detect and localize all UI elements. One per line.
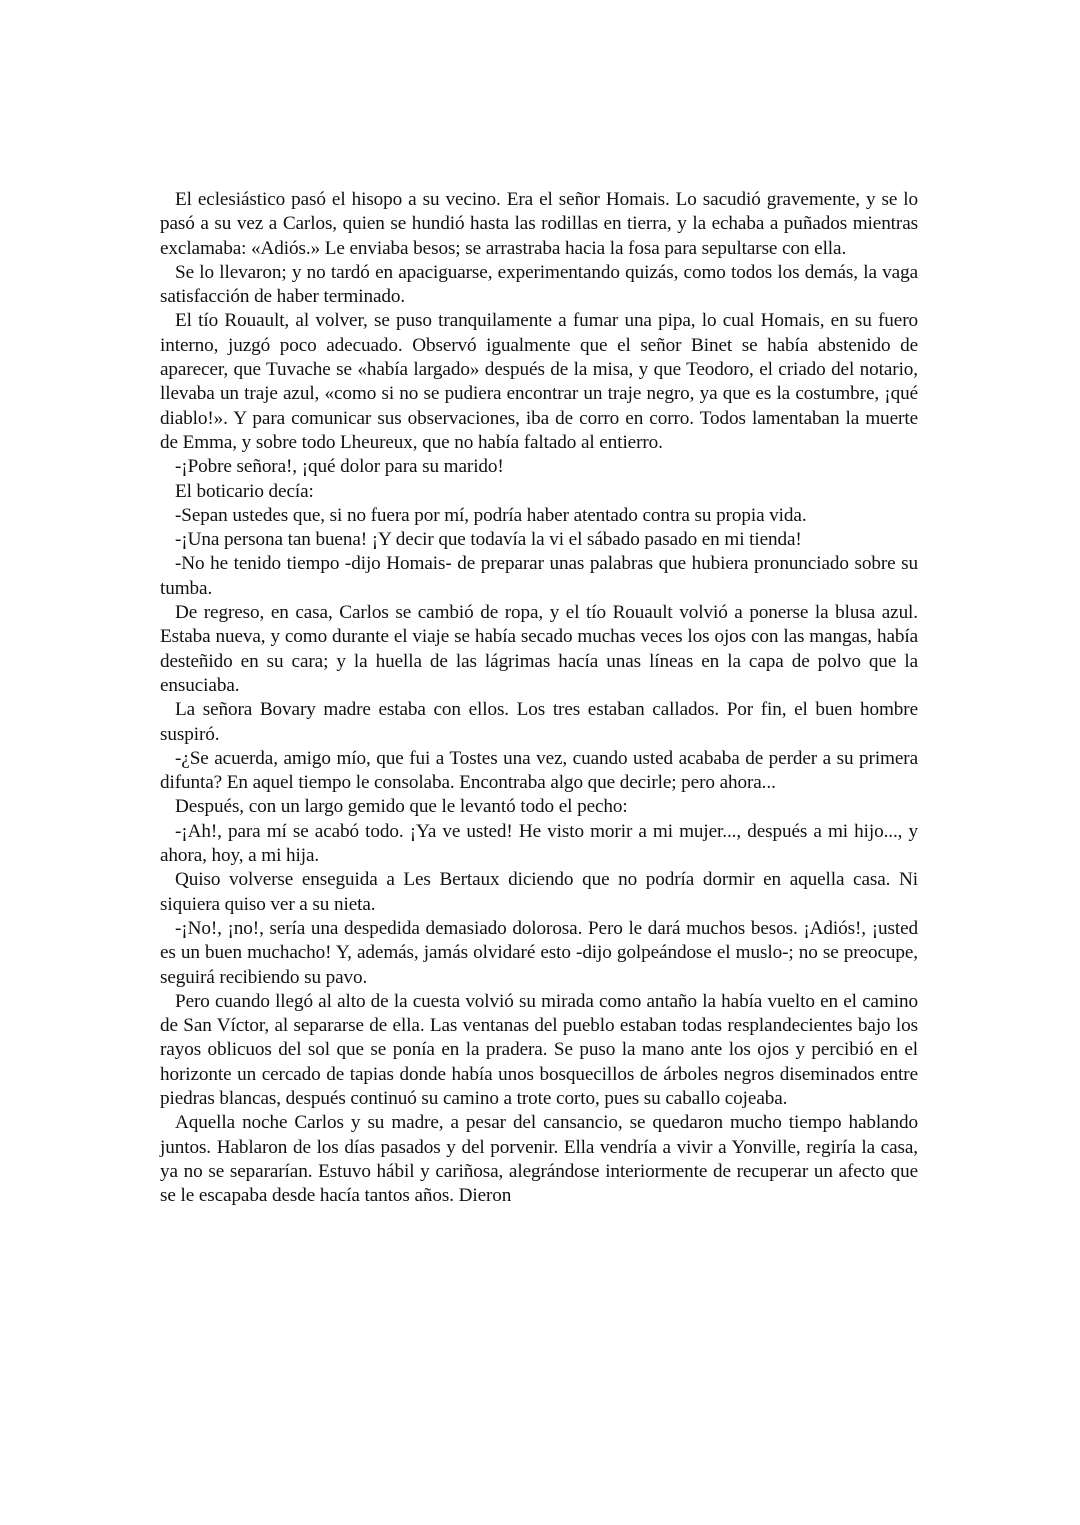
paragraph: La señora Bovary madre estaba con ellos. Los tres estaban callados. Por fin, el buen hombre suspiró.: [160, 699, 918, 745]
paragraph: Aquella noche Carlos y su madre, a pesar del cansancio, se quedaron mucho tiempo hablando juntos. Hablaron de los días pasados y del porvenir. Ella vendría a vivir a Yonville, regiría la casa, ya no se separarían. Estuvo hábil y cariñosa, alegrándose interiormente de recuperar un afecto que se le escapaba desde hacía tantos años. Dieron: [160, 1112, 918, 1207]
paragraph: El tío Rouault, al volver, se puso tranquilamente a fumar una pipa, lo cual Homais, en su fuero interno, juzgó poco adecuado. Observó igualmente que el señor Binet se había abstenido de aparecer, que Tuvache se «había largado» después de la misa, y que Teodoro, el criado del notario, llevaba un traje azul, «como si no se pudiera encontrar un traje negro, ya que es la costumbre, ¡qué diablo!». Y para comunicar sus observaciones, iba de corro en corro. Todos lamentaban la muerte de Emma, y sobre todo Lheureux, que no había faltado al entierro.: [160, 310, 918, 453]
dialogue-line: -Sepan ustedes que, si no fuera por mí, podría haber atentado contra su propia vida.: [175, 504, 807, 526]
dialogue-line: -¡Ah!, para mí se acabó todo. ¡Ya ve usted! He visto morir a mi mujer..., después a mi hijo..., y ahora, hoy, a mi hija.: [160, 820, 918, 867]
dialogue-line: -¿Se acuerda, amigo mío, que fui a Tostes una vez, cuando usted acababa de perder a su primera difunta? En aquel tiempo le consolaba. Encontraba algo que decirle; pero ahora...: [160, 747, 918, 794]
paragraph: El boticario decía:: [175, 480, 314, 502]
paragraph: Pero cuando llegó al alto de la cuesta volvió su mirada como antaño la había vuelto en el camino de San Víctor, al separarse de ella. Las ventanas del pueblo estaban todas resplandecientes bajo los rayos oblicuos del sol que se ponía en la pradera. Se puso la mano ante los ojos y percibió en el horizonte un cercado de tapias donde había unos bosquecillos de árboles negros diseminados entre piedras blancas, después continuó su camino a trote corto, pues su caballo cojeaba.: [160, 990, 918, 1109]
dialogue-line: -No he tenido tiempo -dijo Homais- de preparar unas palabras que hubiera pronunciado sobre su tumba.: [160, 553, 918, 599]
dialogue-line: -¡Pobre señora!, ¡qué dolor para su marido!: [175, 456, 504, 478]
dialogue-line: -¡No!, ¡no!, sería una despedida demasiado dolorosa. Pero le dará muchos besos. ¡Adiós!, ¡usted es un buen muchacho! Y, además, jamás olvidaré esto -dijo golpeándose el muslo-; no se preocupe, seguirá recibiendo su pavo.: [160, 917, 918, 988]
paragraph: Después, con un largo gemido que le levantó todo el pecho:: [175, 796, 628, 818]
dialogue-line: -¡Una persona tan buena! ¡Y decir que todavía la vi el sábado pasado en mi tienda!: [175, 529, 802, 551]
paragraph: Se lo llevaron; y no tardó en apaciguarse, experimentando quizás, como todos los demás, la vaga satisfacción de haber terminado.: [160, 261, 918, 308]
document-page: [160, 188, 918, 1208]
paragraph: De regreso, en casa, Carlos se cambió de ropa, y el tío Rouault volvió a ponerse la blusa azul. Estaba nueva, y como durante el viaje se había secado muchas veces los ojos con las mangas, había desteñido en su cara; y la huella de las lágrimas hacía unas líneas en la capa de polvo que la ensuciaba.: [160, 602, 918, 696]
paragraph: El eclesiástico pasó el hisopo a su vecino. Era el señor Homais. Lo sacudió gravemente, y se lo pasó a su vez a Carlos, quien se hundió hasta las rodillas en tierra, y la echaba a puñados mientras exclamaba: «Adiós.» Le enviaba besos; se arrastraba hacia la fosa para sepultarse con ella.: [160, 189, 918, 259]
paragraph: Quiso volverse enseguida a Les Bertaux diciendo que no podría dormir en aquella casa. Ni siquiera quiso ver a su nieta.: [160, 869, 918, 915]
